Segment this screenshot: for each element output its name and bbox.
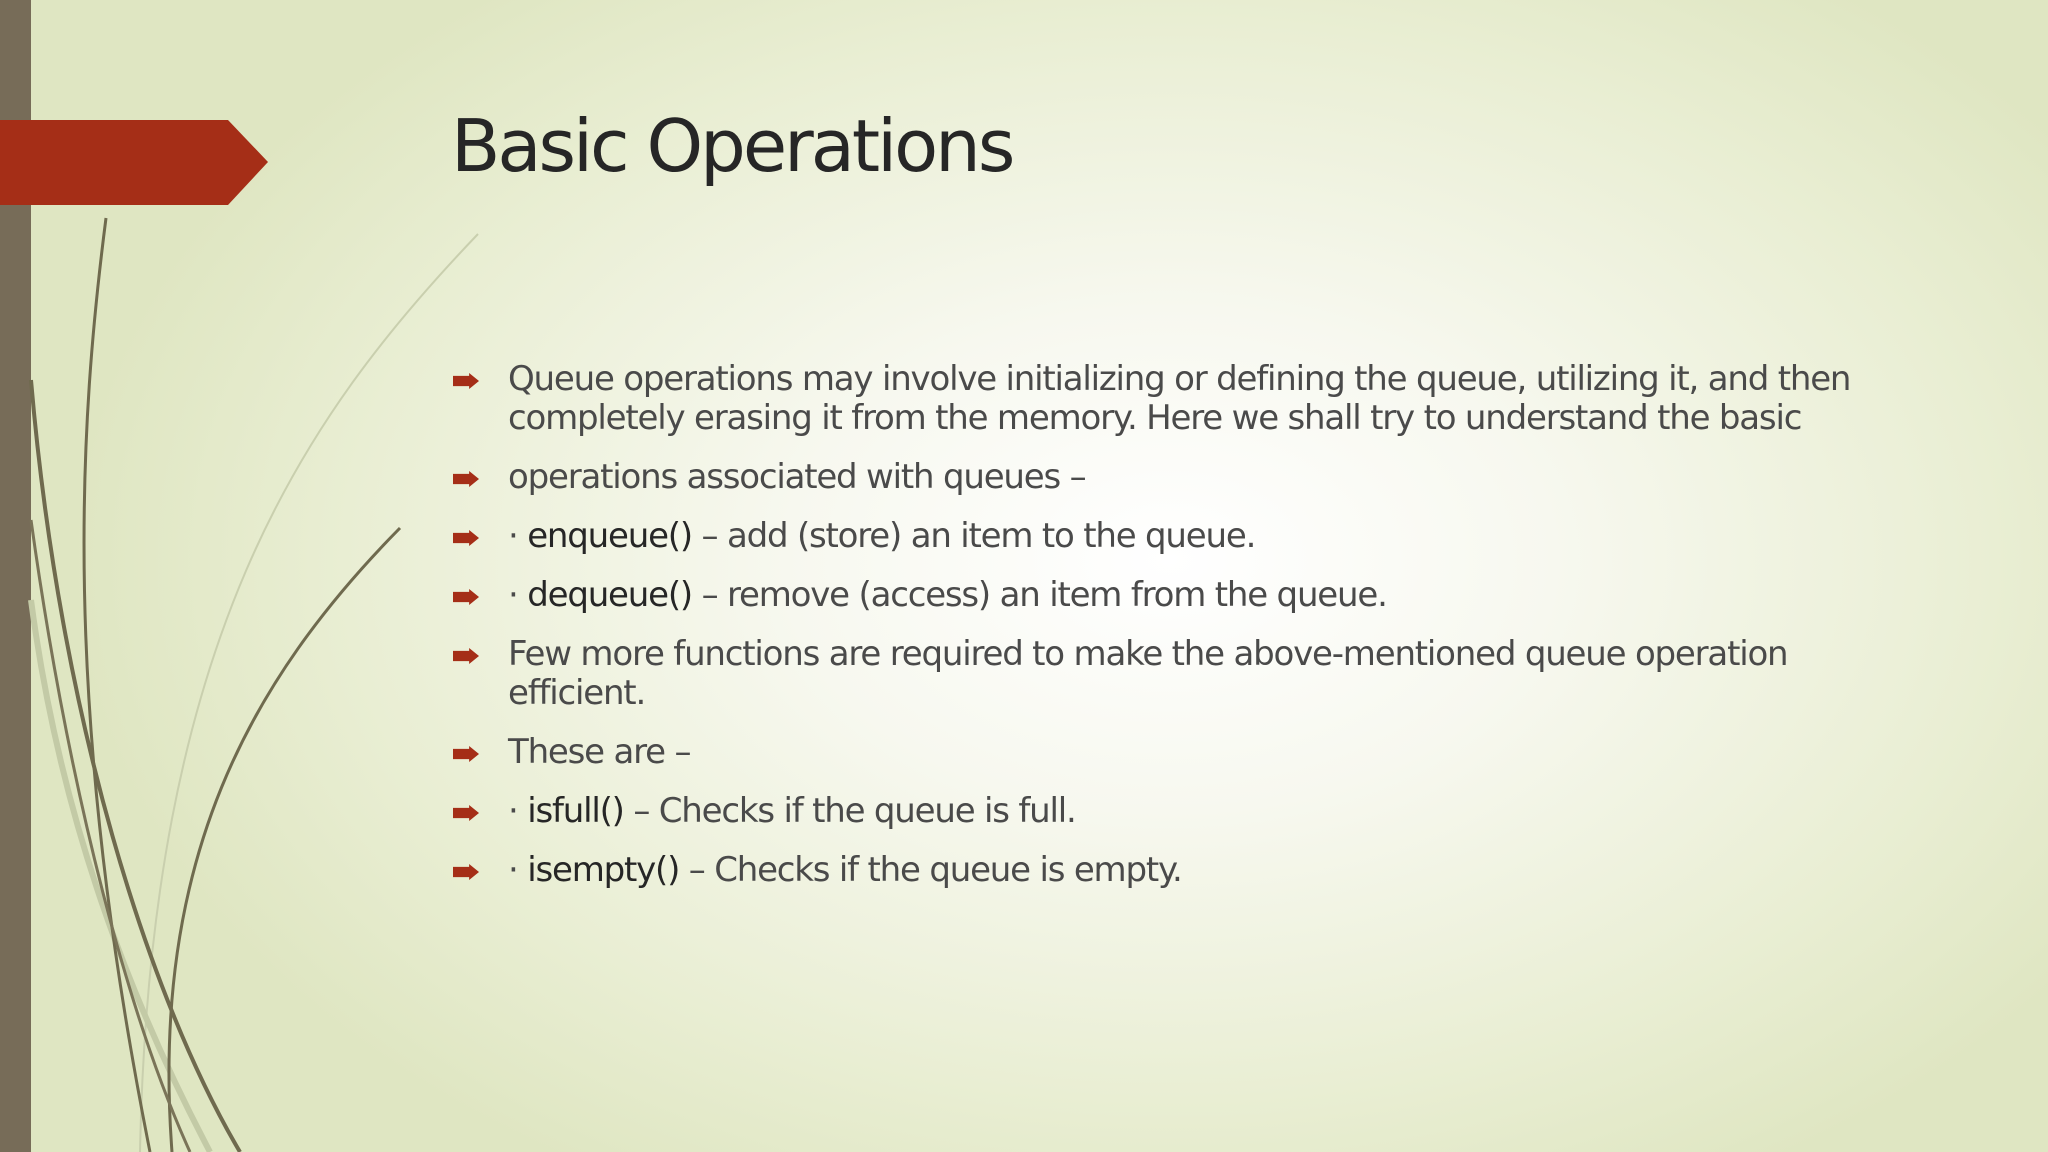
bullet-prefix: ·: [508, 850, 528, 890]
arrow-bullet-icon: [453, 373, 479, 389]
bullet-text: Few more functions are required to make the above-mentioned queue operation efficient.: [508, 634, 1788, 713]
arrow-bullet-icon: [453, 471, 479, 487]
bullet-item: [451, 360, 1931, 438]
function-name: dequeue(): [527, 575, 692, 615]
arrow-bullet-icon: [453, 746, 479, 762]
bullet-prefix: ·: [508, 791, 528, 831]
bullet-text: – remove (access) an item from the queue.: [691, 575, 1387, 615]
bullet-prefix: ·: [508, 575, 528, 615]
bullet-text: – add (store) an item to the queue.: [691, 516, 1256, 556]
bullet-item: [451, 458, 1931, 497]
stem-light-long: [140, 234, 478, 1152]
bullet-text: operations associated with queues –: [508, 457, 1086, 497]
function-name: isfull(): [527, 791, 624, 831]
bullet-list: [451, 360, 1931, 910]
bullet-item: [451, 733, 1931, 772]
bullet-item: [451, 635, 1931, 713]
title-accent-arrow: [0, 120, 268, 205]
stem-dark-tall: [84, 218, 150, 1152]
function-name: isempty(): [527, 850, 680, 890]
bullet-text: These are –: [508, 732, 691, 772]
bullet-prefix: ·: [508, 516, 528, 556]
arrow-bullet-icon: [453, 648, 479, 664]
stem-dark-curve: [169, 528, 400, 1152]
arrow-bullet-icon: [453, 589, 479, 605]
function-name: enqueue(): [527, 516, 692, 556]
arrow-bullet-icon: [453, 530, 479, 546]
bullet-item: [451, 576, 1931, 615]
arrow-bullet-icon: [453, 805, 479, 821]
bullet-text: Queue operations may involve initializing or defining the queue, utilizing it, and then completely erasing it from the memory. Here we shall try to understand the basic: [508, 359, 1851, 438]
slide-title: Basic Operations: [451, 104, 1013, 188]
bullet-text: – Checks if the queue is empty.: [679, 850, 1182, 890]
arrow-bullet-icon: [453, 864, 479, 880]
bullet-item: [451, 517, 1931, 556]
bullet-text: – Checks if the queue is full.: [623, 791, 1076, 831]
bullet-item: [451, 851, 1931, 890]
bullet-item: [451, 792, 1931, 831]
